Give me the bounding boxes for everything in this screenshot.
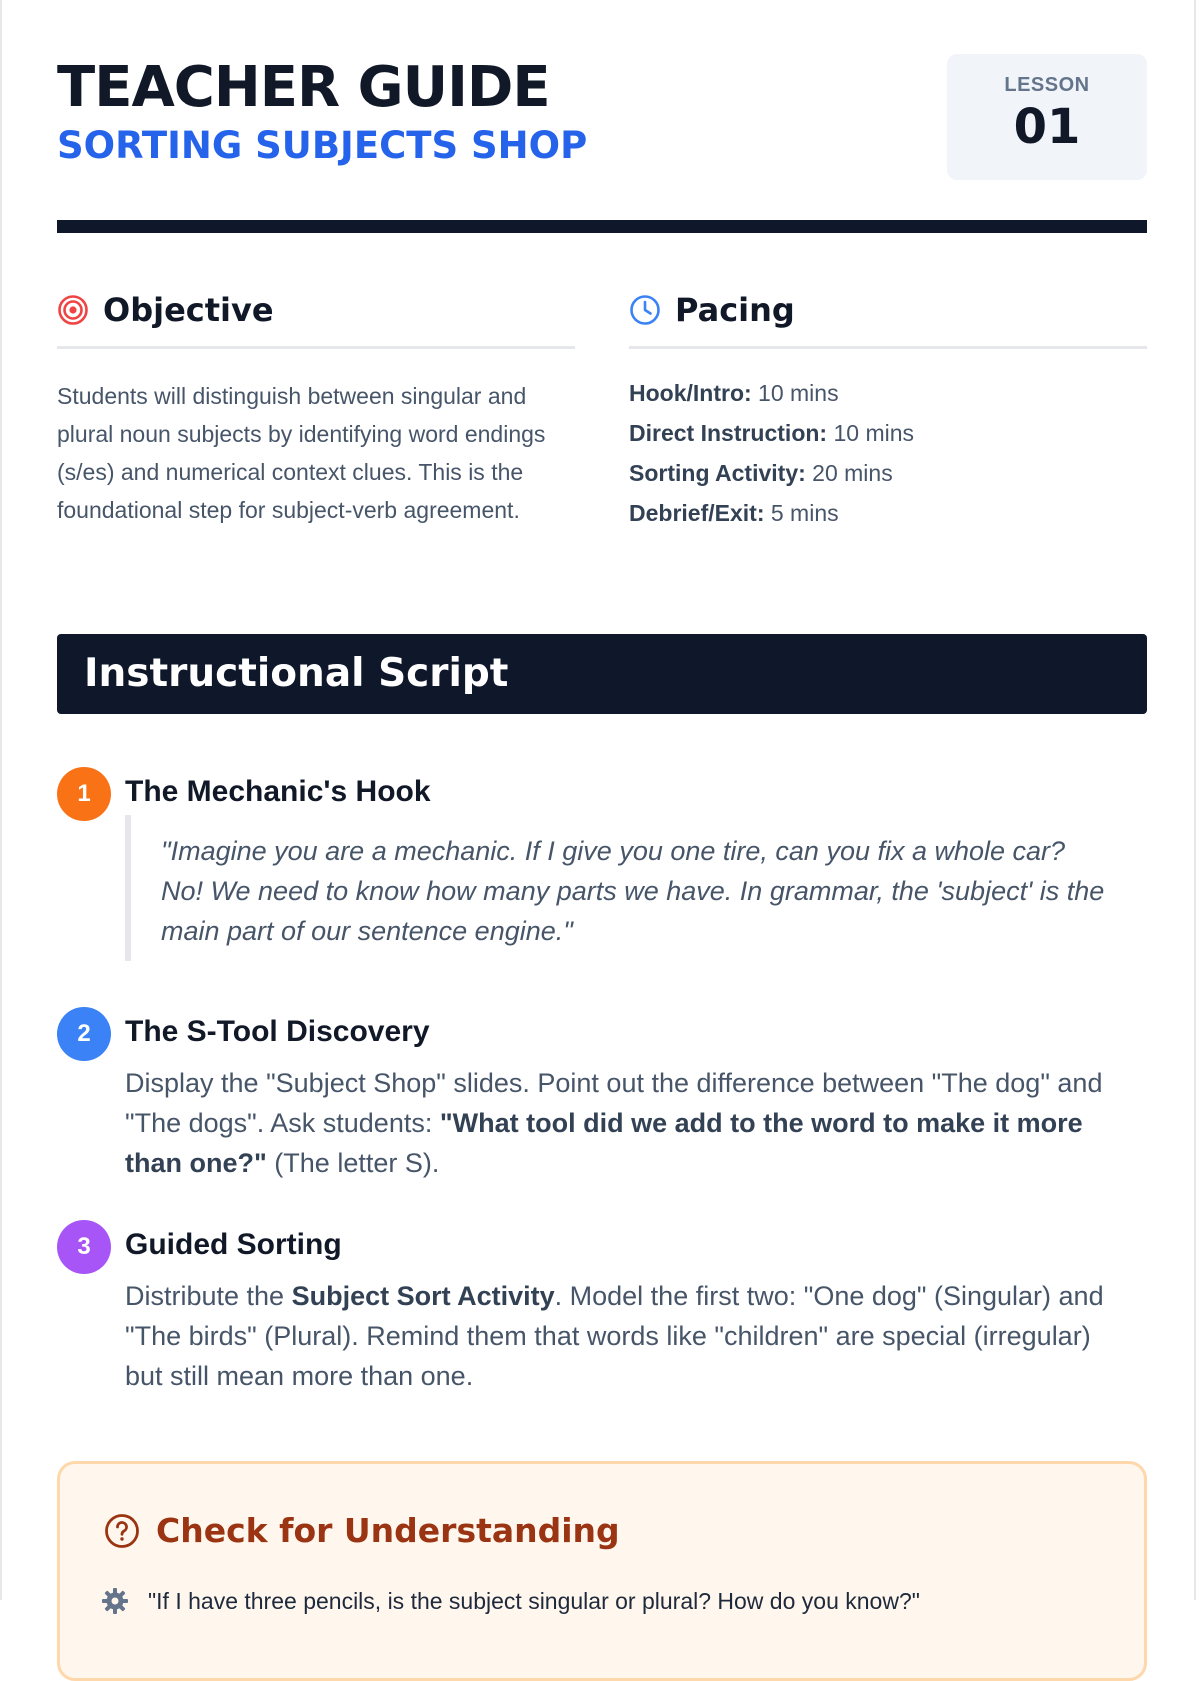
lesson-badge bbox=[947, 54, 1147, 180]
pacing-item-label: Hook/Intro: bbox=[629, 380, 752, 406]
pacing-list bbox=[629, 373, 1147, 533]
hook-quote-text: "Imagine you are a mechanic. If I give you one tire, can you fix a whole car? No! We need to know how many parts we have. In grammar, the 'subject' is the main part of our sentence engine." bbox=[161, 836, 1105, 946]
step-body-emphasis: Subject Sort Activity bbox=[291, 1281, 555, 1311]
check-question-item bbox=[100, 1584, 920, 1618]
objective-header bbox=[57, 285, 575, 349]
pacing-header bbox=[629, 285, 1147, 349]
pacing-section bbox=[629, 285, 1147, 533]
header-divider bbox=[57, 220, 1147, 233]
objective-text: Students will distinguish between singular and plural noun subjects by identifying word endings (s/es) and numerical context clues. This is the foundational step for subject-verb agreement. bbox=[57, 383, 546, 523]
step-number-badge: 1 bbox=[57, 767, 111, 821]
pacing-item bbox=[629, 413, 1147, 453]
check-header bbox=[104, 1506, 620, 1556]
check-for-understanding-box bbox=[57, 1461, 1147, 1681]
target-icon bbox=[57, 294, 89, 326]
step-title: The Mechanic's Hook bbox=[125, 775, 431, 808]
step-number-badge: 3 bbox=[57, 1220, 111, 1274]
check-heading: Check for Understanding bbox=[156, 1511, 620, 1550]
gear-icon bbox=[100, 1586, 130, 1616]
pacing-item-value: 20 mins bbox=[812, 460, 893, 486]
lesson-label: LESSON bbox=[1004, 74, 1090, 96]
pacing-item bbox=[629, 373, 1147, 413]
pacing-item bbox=[629, 493, 1147, 533]
step-body-text: . Model the first two: "One dog" (Singular) and "The birds" (Plural). Remind them that words like "children" are special (irregular) but still mean more than one. bbox=[125, 1281, 1104, 1391]
page-subtitle: SORTING SUBJECTS SHOP bbox=[57, 124, 588, 167]
guide-header bbox=[57, 52, 1147, 182]
question-circle-icon bbox=[104, 1513, 140, 1549]
step-title: Guided Sorting bbox=[125, 1228, 342, 1261]
objective-section bbox=[57, 285, 575, 529]
clock-icon bbox=[629, 294, 661, 326]
step-title: The S-Tool Discovery bbox=[125, 1015, 430, 1048]
pacing-item bbox=[629, 453, 1147, 493]
hook-quote bbox=[125, 815, 1115, 961]
instructional-script-bar bbox=[57, 634, 1147, 714]
pacing-item-label: Direct Instruction: bbox=[629, 420, 828, 446]
step-body bbox=[125, 1063, 1125, 1183]
objective-heading: Objective bbox=[103, 291, 274, 329]
page-title: TEACHER GUIDE bbox=[57, 55, 550, 120]
pacing-item-value: 5 mins bbox=[770, 500, 839, 526]
lesson-number: 01 bbox=[1013, 99, 1081, 155]
pacing-item-label: Debrief/Exit: bbox=[629, 500, 765, 526]
step-number-badge: 2 bbox=[57, 1007, 111, 1061]
pacing-heading: Pacing bbox=[675, 291, 795, 329]
step-body bbox=[125, 1276, 1125, 1396]
pacing-item-value: 10 mins bbox=[758, 380, 839, 406]
step-body-text: Distribute the bbox=[125, 1281, 292, 1311]
pacing-item-label: Sorting Activity: bbox=[629, 460, 806, 486]
step-body-text: (The letter S). bbox=[266, 1148, 440, 1178]
pacing-item-value: 10 mins bbox=[833, 420, 915, 446]
step-body-question: "What tool did we add to the word to make it more than one?" bbox=[125, 1108, 1083, 1178]
check-question-text: "If I have three pencils, is the subject singular or plural? How do you know?" bbox=[148, 1588, 920, 1614]
script-heading: Instructional Script bbox=[84, 651, 509, 696]
step-body-text: Display the "Subject Shop" slides. Point out the difference between "The dog" and "The dogs". Ask students: bbox=[125, 1068, 1103, 1138]
